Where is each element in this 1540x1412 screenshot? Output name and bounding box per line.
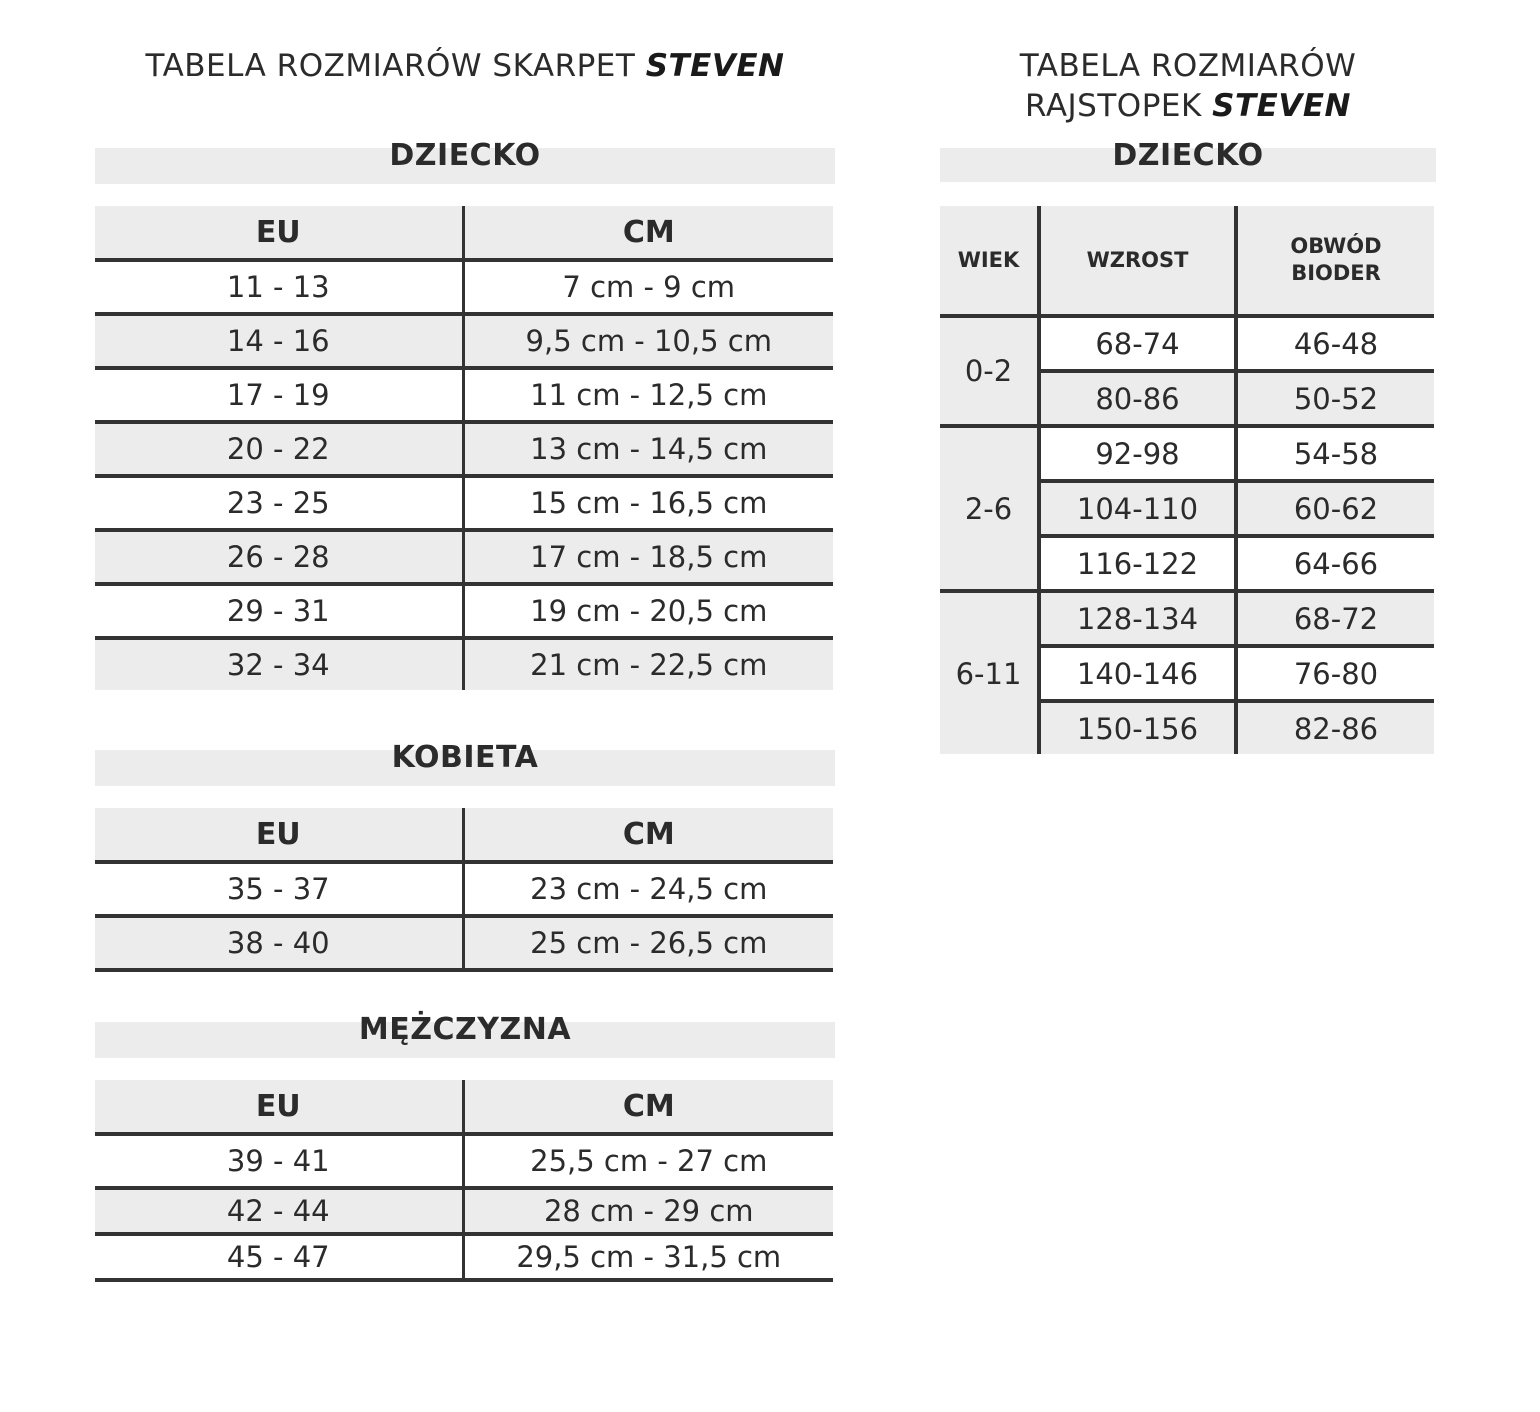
table-row bbox=[95, 530, 833, 584]
size-table-kids-tights bbox=[940, 206, 1434, 754]
cell-hip: 68-72 bbox=[1236, 591, 1434, 646]
table-row bbox=[940, 426, 1434, 481]
cell-cm: 28 cm - 29 cm bbox=[463, 1188, 833, 1234]
section-heading-men-socks: MĘŻCZYZNA bbox=[95, 1022, 835, 1058]
column-header-height: WZROST bbox=[1039, 206, 1236, 316]
cell-hip: 54-58 bbox=[1236, 426, 1434, 481]
cell-hip: 82-86 bbox=[1236, 701, 1434, 754]
column-header-hip bbox=[1236, 206, 1434, 316]
table-row bbox=[95, 476, 833, 530]
column-header-cm: CM bbox=[463, 1080, 833, 1134]
cell-height: 80-86 bbox=[1039, 371, 1236, 426]
tights-title-text: RAJSTOPEK bbox=[1025, 88, 1202, 124]
column-header-eu: EU bbox=[95, 808, 463, 862]
cell-cm: 13 cm - 14,5 cm bbox=[463, 422, 833, 476]
table-row bbox=[95, 584, 833, 638]
cell-height: 128-134 bbox=[1039, 591, 1236, 646]
tights-title bbox=[940, 46, 1436, 126]
table-row bbox=[940, 591, 1434, 646]
cell-height: 68-74 bbox=[1039, 316, 1236, 371]
cell-height: 104-110 bbox=[1039, 481, 1236, 536]
table-header-row bbox=[95, 808, 833, 862]
tights-title-line2 bbox=[940, 86, 1436, 126]
socks-title-text: TABELA ROZMIARÓW SKARPET bbox=[145, 48, 636, 84]
column-header-cm: CM bbox=[463, 808, 833, 862]
table-row bbox=[95, 368, 833, 422]
table-row bbox=[95, 1234, 833, 1280]
size-table-kids-socks bbox=[95, 206, 833, 690]
column-header-eu: EU bbox=[95, 1080, 463, 1134]
cell-eu: 29 - 31 bbox=[95, 584, 463, 638]
section-heading-kids-socks: DZIECKO bbox=[95, 148, 835, 184]
tights-title-line1: TABELA ROZMIARÓW bbox=[1019, 48, 1357, 84]
table-header-row bbox=[940, 206, 1434, 316]
size-table-men-socks bbox=[95, 1080, 833, 1282]
cell-cm: 15 cm - 16,5 cm bbox=[463, 476, 833, 530]
cell-hip: 64-66 bbox=[1236, 536, 1434, 591]
cell-eu: 42 - 44 bbox=[95, 1188, 463, 1234]
cell-eu: 38 - 40 bbox=[95, 916, 463, 970]
cell-eu: 45 - 47 bbox=[95, 1234, 463, 1280]
cell-hip: 60-62 bbox=[1236, 481, 1434, 536]
cell-eu: 11 - 13 bbox=[95, 260, 463, 314]
cell-cm: 21 cm - 22,5 cm bbox=[463, 638, 833, 690]
table-header-row bbox=[95, 206, 833, 260]
cell-eu: 14 - 16 bbox=[95, 314, 463, 368]
cell-eu: 35 - 37 bbox=[95, 862, 463, 916]
cell-eu: 20 - 22 bbox=[95, 422, 463, 476]
cell-height: 140-146 bbox=[1039, 646, 1236, 701]
cell-eu: 23 - 25 bbox=[95, 476, 463, 530]
table-row bbox=[95, 638, 833, 690]
cell-hip: 76-80 bbox=[1236, 646, 1434, 701]
table-header-row bbox=[95, 1080, 833, 1134]
cell-eu: 39 - 41 bbox=[95, 1134, 463, 1188]
cell-age: 2-6 bbox=[940, 426, 1039, 591]
cell-hip: 46-48 bbox=[1236, 316, 1434, 371]
table-row bbox=[95, 862, 833, 916]
cell-age: 6-11 bbox=[940, 591, 1039, 754]
table-row bbox=[95, 422, 833, 476]
cell-height: 92-98 bbox=[1039, 426, 1236, 481]
table-row bbox=[95, 1134, 833, 1188]
table-row bbox=[95, 260, 833, 314]
column-header-hip-line1: OBWÓD bbox=[1290, 234, 1382, 258]
cell-cm: 11 cm - 12,5 cm bbox=[463, 368, 833, 422]
table-row bbox=[95, 1188, 833, 1234]
column-header-cm: CM bbox=[463, 206, 833, 260]
socks-brand: STEVEN bbox=[645, 48, 785, 84]
cell-cm: 23 cm - 24,5 cm bbox=[463, 862, 833, 916]
cell-cm: 9,5 cm - 10,5 cm bbox=[463, 314, 833, 368]
cell-cm: 25,5 cm - 27 cm bbox=[463, 1134, 833, 1188]
cell-cm: 25 cm - 26,5 cm bbox=[463, 916, 833, 970]
column-header-age: WIEK bbox=[940, 206, 1039, 316]
tights-brand: STEVEN bbox=[1212, 88, 1351, 124]
cell-cm: 29,5 cm - 31,5 cm bbox=[463, 1234, 833, 1280]
cell-eu: 32 - 34 bbox=[95, 638, 463, 690]
size-table-women-socks bbox=[95, 808, 833, 972]
table-row bbox=[95, 916, 833, 970]
socks-title bbox=[95, 46, 835, 86]
table-row bbox=[940, 316, 1434, 371]
column-header-hip-line2: BIODER bbox=[1291, 261, 1381, 285]
table-row bbox=[95, 314, 833, 368]
cell-cm: 17 cm - 18,5 cm bbox=[463, 530, 833, 584]
cell-cm: 7 cm - 9 cm bbox=[463, 260, 833, 314]
cell-height: 116-122 bbox=[1039, 536, 1236, 591]
cell-hip: 50-52 bbox=[1236, 371, 1434, 426]
cell-cm: 19 cm - 20,5 cm bbox=[463, 584, 833, 638]
cell-age: 0-2 bbox=[940, 316, 1039, 426]
cell-height: 150-156 bbox=[1039, 701, 1236, 754]
cell-eu: 17 - 19 bbox=[95, 368, 463, 422]
cell-eu: 26 - 28 bbox=[95, 530, 463, 584]
section-heading-women-socks: KOBIETA bbox=[95, 750, 835, 786]
section-heading-kids-tights: DZIECKO bbox=[940, 148, 1436, 182]
column-header-eu: EU bbox=[95, 206, 463, 260]
